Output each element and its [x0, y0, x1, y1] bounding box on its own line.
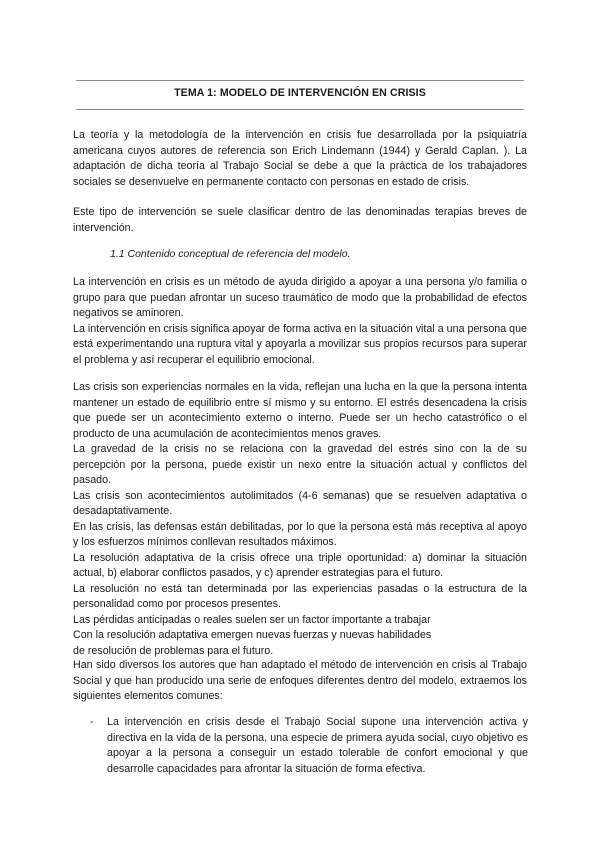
bullet-item: La intervención en crisis desde el Trabajo Social supone una intervención activa y directiva en la vida de la persona, una especie de primera ayuda social, cuyo objetivo es apoyar a la persona a conseguir un estado tolerable de confort emocional y que desarrolle capacidades para afrontar la situación de forma efectiva.: [107, 716, 528, 775]
crisis-paragraph: La gravedad de la crisis no se relaciona con la gravedad del estrés sino con la de su percepción por la persona, puede existir un nexo entre la situación actual y conflictos del pasado.: [73, 443, 527, 486]
crisis-paragraph: La resolución no está tan determinada por las experiencias pasadas o la estructura de la personalidad como por procesos presentes.: [73, 582, 527, 610]
title-top-rule: [76, 80, 524, 81]
crisis-paragraph: Las crisis son experiencias normales en la vida, reflejan una lucha en la que la persona intenta mantener un estado de equilibrio entre sí mismo y su entorno. El estrés desencadena la crisis que puede ser un acontecimiento externo o interno. Puede ser un hecho catastrófico o el producto de una acumulación de acontecimientos menos graves.: [73, 381, 527, 440]
definition-block: [73, 275, 527, 368]
crisis-characteristics-block: [73, 380, 527, 659]
crisis-paragraph: En las crisis, las defensas están debilitadas, por lo que la persona está más receptiva al apoyo y los esfuerzos mínimos conllevan resultados máximos.: [73, 520, 527, 548]
definition-paragraph: La intervención en crisis es un método de ayuda dirigido a apoyar a una persona y/o familia o grupo para que puedan afrontar un suceso traumático de modo que la probabilidad de efectos negativos se aminoren.: [73, 276, 527, 319]
title-bottom-rule: [76, 109, 524, 110]
bullet-marker: -: [90, 716, 94, 728]
authors-block: [73, 658, 527, 705]
crisis-paragraph: Las pérdidas anticipadas o reales suelen ser un factor importante a trabajar: [73, 613, 431, 626]
authors-paragraph: Han sido diversos los autores que han adaptado el método de intervención en crisis al Trabajo Social y que han producido una serie de enfoques diferentes dentro del modelo, extraemos los siguientes elementos comunes:: [73, 659, 527, 702]
intro-paragraph-2-block: [73, 205, 527, 236]
intro-paragraph-1-block: [73, 128, 527, 190]
intro-paragraph: La teoría y la metodología de la intervención en crisis fue desarrollada por la psiquiatría americana cuyos autores de referencia son Erich Lindemann (1944) y Gerald Caplan. ). La adaptación de dicha teoría al Trabajo Social se debe a que la práctica de los trabajadores sociales se desenvuelve en permanente contacto con personas en estado de crisis.: [73, 129, 527, 188]
intro-paragraph: Este tipo de intervención se suele clasificar dentro de las denominadas terapias breves de intervención.: [73, 206, 527, 234]
crisis-paragraph: de resolución de problemas para el futuro.: [73, 644, 274, 657]
crisis-paragraph: Las crisis son acontecimientos autolimitados (4-6 semanas) que se resuelven adaptativa o desadaptativamente.: [73, 489, 527, 517]
document-title: TEMA 1: MODELO DE INTERVENCIÓN EN CRISIS: [174, 87, 426, 99]
crisis-paragraph: Con la resolución adaptativa emergen nuevas fuerzas y nuevas habilidades: [73, 629, 432, 641]
definition-paragraph: La intervención en crisis significa apoyar de forma activa en la situación vital a una persona que está experimentando una ruptura vital y apoyarla a movilizar sus propios recursos para superar el problema y así recuperar el equilibrio emocional.: [73, 322, 527, 366]
section-subheading: 1.1 Contenido conceptual de referencia del modelo.: [110, 248, 351, 260]
crisis-paragraph: La resolución adaptativa de la crisis ofrece una triple oportunidad: a) dominar la situación actual, b) elaborar conflictos pasados, y c) aprender estrategias para el futuro.: [73, 551, 527, 579]
